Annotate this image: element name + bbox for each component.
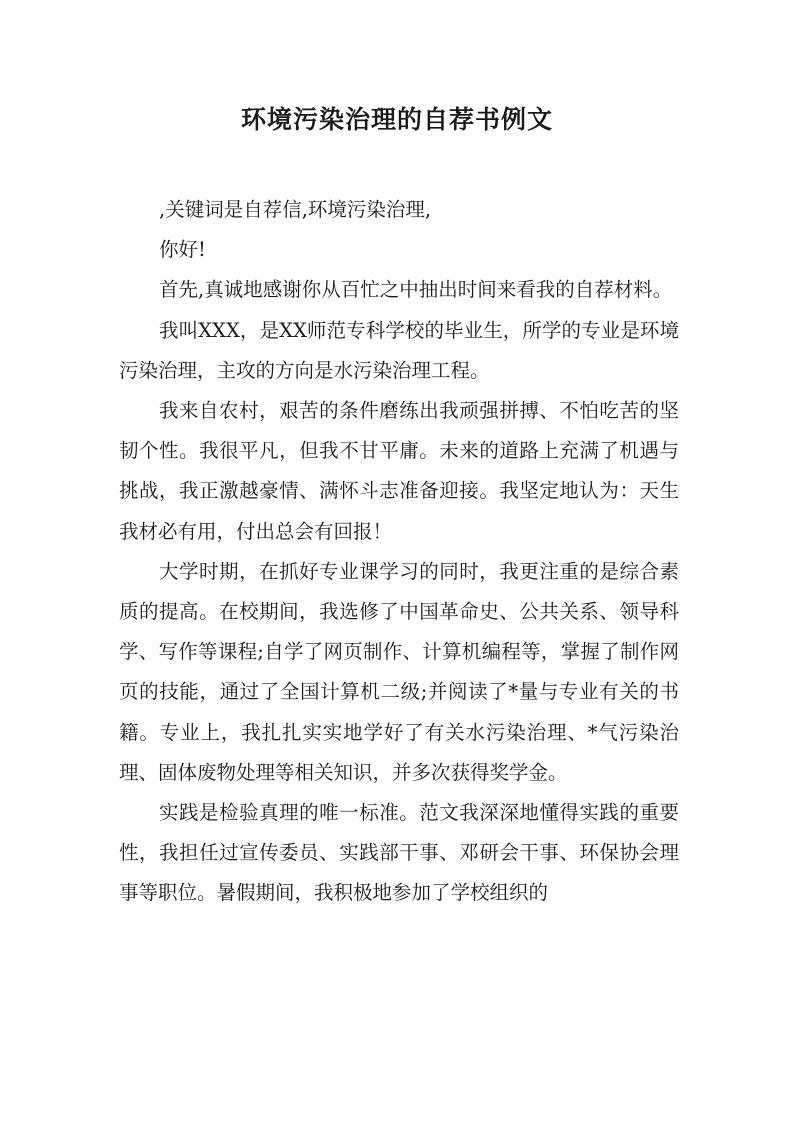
paragraph-thanks: 首先,真诚地感谢你从百忙之中抽出时间来看我的自荐材料。 xyxy=(159,278,673,302)
document-title: 环境污染治理的自荐书例文 xyxy=(240,105,553,134)
document-body xyxy=(119,190,679,914)
paragraph-university: 大学时期，在抓好专业课学习的同时，我更注重的是综合素质的提高。在校期间，我选修了中国革命史、公共关系、领导科学、写作等课程;自学了网页制作、计算机编程等，掌握了制作网页的技能，通过了全国计算机二级;并阅读了*量与专业有关的书籍。专业上，我扎扎实实地学好了有关水污染治理、*气污染治理、固体废物处理等相关知识，并多次获得奖学金。 xyxy=(119,559,679,784)
paragraph-keywords: ,关键词是自荐信,环境污染治理, xyxy=(159,198,432,221)
paragraph-practice: 实践是检验真理的唯一标准。范文我深深地懂得实践的重要性，我担任过宣传委员、实践部干事、邓研会干事、环保协会理事等职位。暑假期间，我积极地参加了学校组织的 xyxy=(119,801,679,905)
paragraph-greeting: 你好! xyxy=(159,238,206,262)
paragraph-introduction: 我叫XXX，是XX师范专科学校的毕业生，所学的专业是环境污染治理，主攻的方向是水污染治理工程。 xyxy=(119,318,679,382)
paragraph-background: 我来自农村，艰苦的条件磨练出我顽强拼搏、不怕吃苦的坚韧个性。我很平凡，但我不甘平庸。未来的道路上充满了机遇与挑战，我正激越豪情、满怀斗志准备迎接。我坚定地认为：天生我材必有用，付出总会有回报！ xyxy=(119,399,679,543)
